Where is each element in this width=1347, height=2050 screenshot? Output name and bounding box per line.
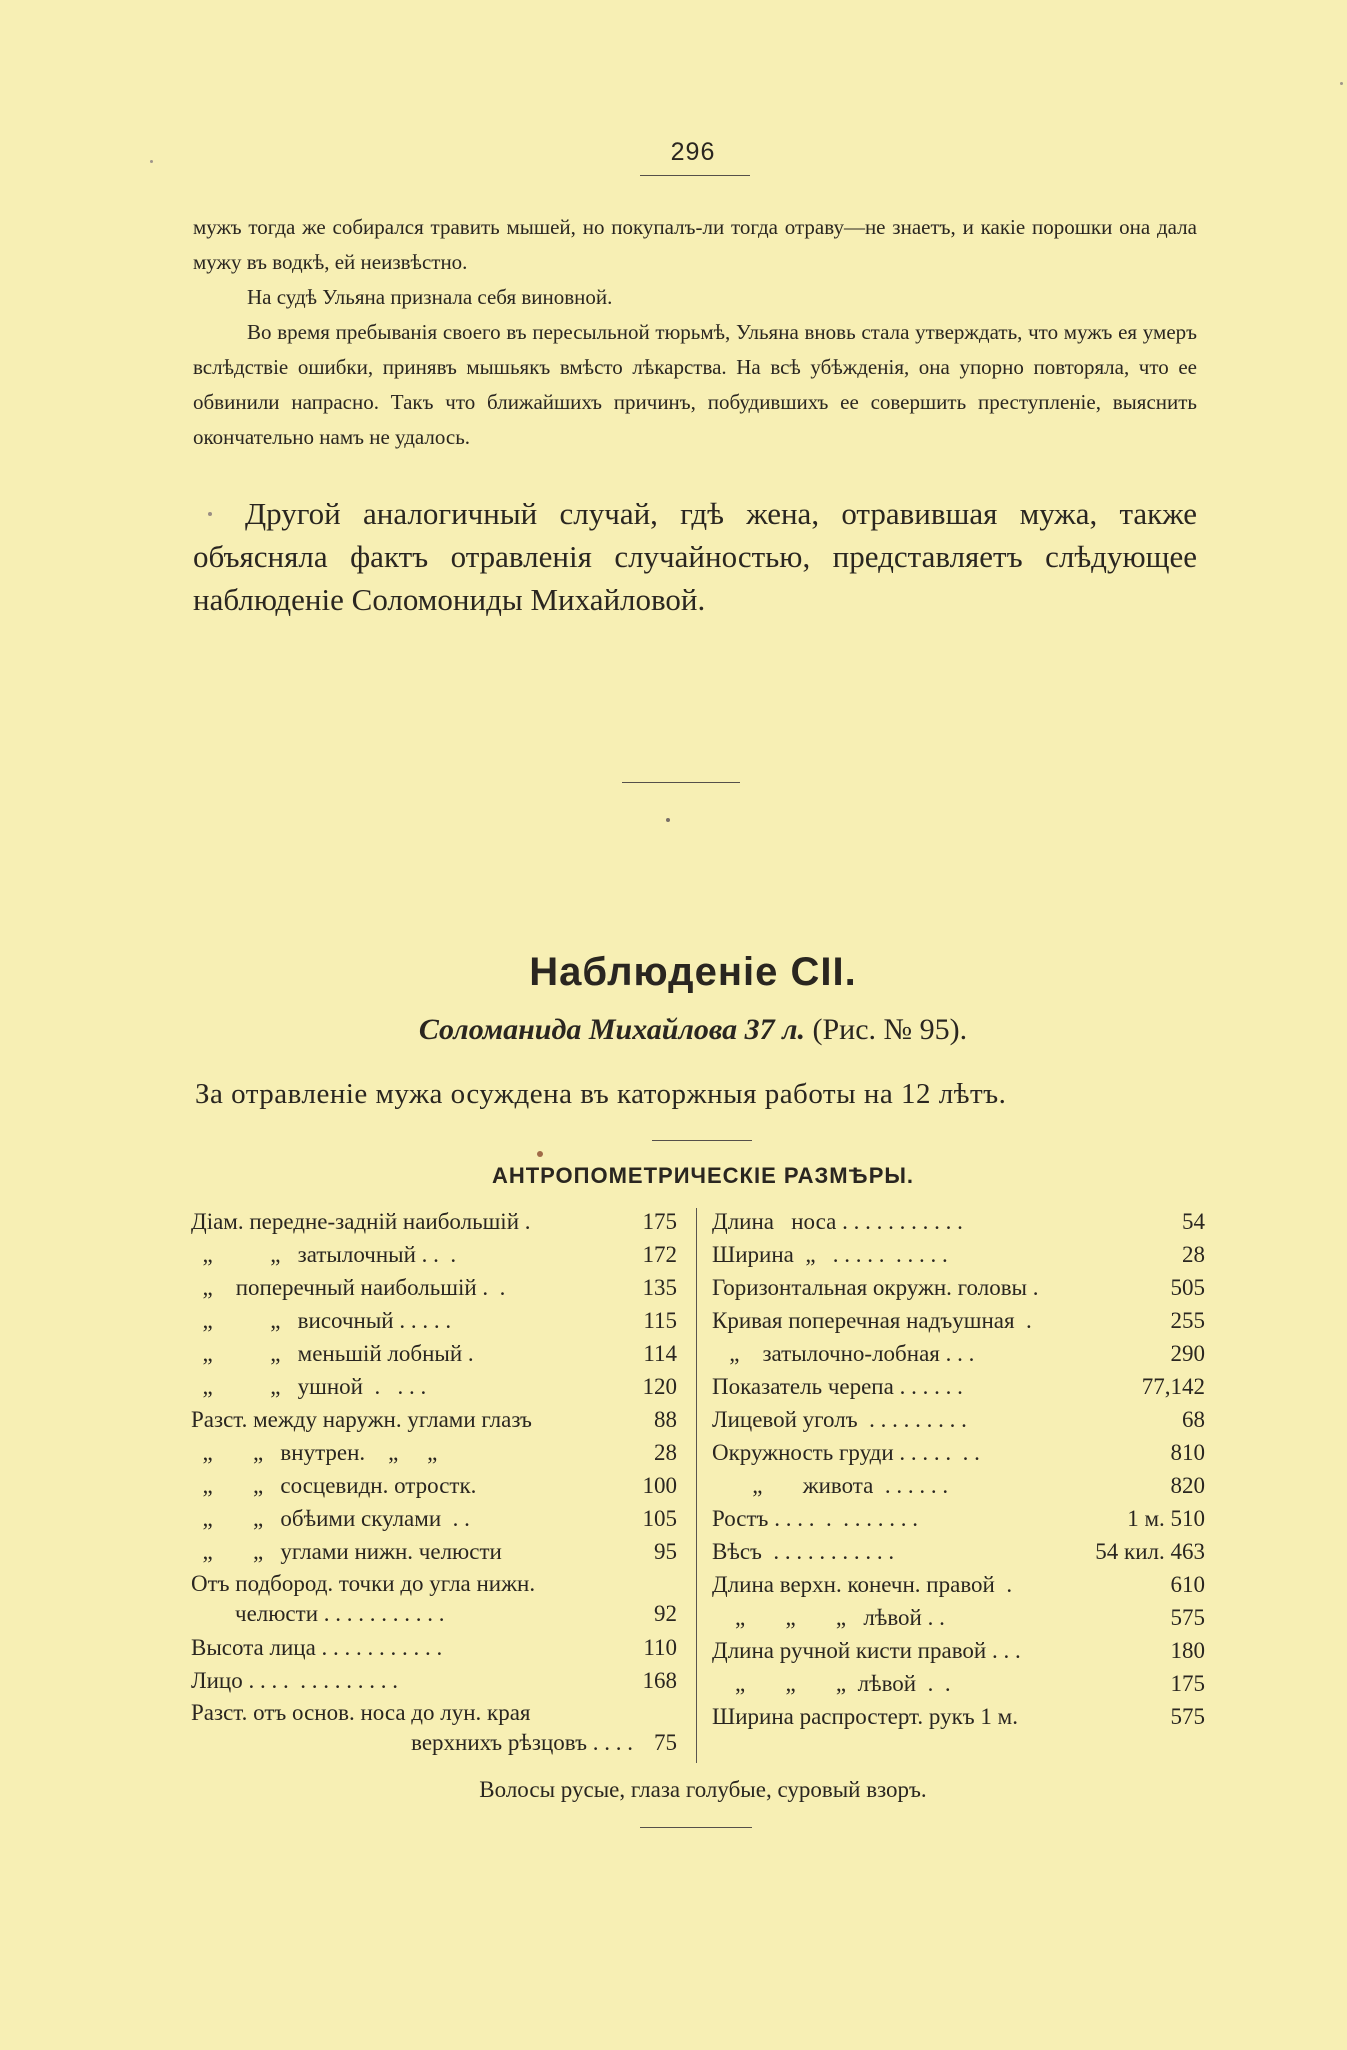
- measurement-row: Лицевой уголъ . . . . . . . . . 68: [712, 1407, 1205, 1432]
- paragraph-another-case: Другой аналогичный случай, гдѣ жена, отравившая мужа, также объясняла фактъ отравленія случайностью, представляетъ слѣдующее наблюденіе Соломониды Михайловой.: [193, 496, 1197, 617]
- page-speck: [666, 818, 670, 822]
- measurement-row: Длина носа . . . . . . . . . . . 54: [712, 1209, 1205, 1234]
- measurement-row: „ „ ушной . . . . 120: [191, 1374, 677, 1399]
- measurements-right-column: [712, 1205, 1205, 1733]
- measurements-left-column: [191, 1205, 677, 1760]
- subject-name: Соломанида Михайлова 37 л.: [418, 1013, 805, 1046]
- page-number: 296: [670, 138, 716, 166]
- measurement-row: „ „ меньшiй лобный . 114: [191, 1341, 677, 1366]
- observation-title: Наблюденіе CII.: [529, 950, 857, 994]
- measurement-row: „ „ обѣими скулами . . 105: [191, 1506, 677, 1531]
- measurement-row: „ „ височный . . . . . 115: [191, 1308, 677, 1333]
- measurement-row: „ живота . . . . . . 820: [712, 1473, 1205, 1498]
- measurement-row: Длина верхн. конечн. правой . 610: [712, 1572, 1205, 1597]
- measurement-row: Лицо . . . . . . . . . . . . . 168: [191, 1668, 677, 1693]
- measurement-row: Разст. между наружн. углами глазъ 88: [191, 1407, 677, 1432]
- section-divider: [622, 782, 740, 783]
- description-line: Волосы русые, глаза голубые, суровый взоръ.: [479, 1777, 927, 1802]
- measurement-row: Діам. передне-заднiй наибольшiй . 175: [191, 1209, 677, 1234]
- measurement-row: „ „ внутрен. „ „ 28: [191, 1440, 677, 1465]
- sentence-divider: [652, 1140, 752, 1141]
- paragraph-prison: Во время пребыванія своего въ пересыльной тюрьмѣ, Ульяна вновь стала утверждать, что мужъ ея умеръ вслѣдствіе ошибки, принявъ мышьякъ вмѣсто лѣкарства. На всѣ убѣжденія, она упорно повторяла, что ее обвинили напрасно. Такъ что ближайшихъ причинъ, побудившихъ ее совершить преступленіе, выяснить окончательно намъ не удалось.: [193, 320, 1197, 449]
- measurement-row: „ „ затылочный . . . 172: [191, 1242, 677, 1267]
- measurement-row: „ поперечный наибольшiй . . 135: [191, 1275, 677, 1300]
- table-column-divider: [696, 1208, 697, 1763]
- measurement-row: „ „ „ лѣвой . . 175: [712, 1671, 1205, 1696]
- page-number-rule: [640, 175, 750, 176]
- paragraph-continuation: мужъ тогда же собирался травить мышей, но покупалъ-ли тогда отраву—не знаетъ, и какіе порошки она дала мужу въ водкѣ, ей неизвѣстно.: [193, 215, 1197, 274]
- measurement-row: Ширина распростерт. рукъ 1 м. 575: [712, 1704, 1205, 1729]
- paragraph-verdict: На судѣ Ульяна признала себя виновной.: [247, 285, 613, 309]
- measurement-row: Показатель черепа . . . . . . 77,142: [712, 1374, 1205, 1399]
- figure-reference: (Рис. № 95).: [812, 1013, 968, 1046]
- measurement-row: „ „ углами нижн. челюсти 95: [191, 1539, 677, 1564]
- table-title-marker: [537, 1151, 543, 1157]
- measurement-row-wrapped: Отъ подбород. точки до угла нижн. челюсти . . . . . . . . . . . 92: [191, 1571, 677, 1626]
- bottom-divider: [640, 1827, 752, 1828]
- measurement-row-wrapped: Разст. отъ основ. носа до лун. края верхнихъ рѣзцовъ . . . . 75: [191, 1700, 677, 1755]
- measurement-row: Ростъ . . . . . . . . . . . . 1 м. 510: [712, 1506, 1205, 1531]
- page-speck: [208, 512, 212, 516]
- measurement-row: Кривая поперечная надъушная . 255: [712, 1308, 1205, 1333]
- measurement-row: Горизонтальная окружн. головы . 505: [712, 1275, 1205, 1300]
- measurement-row: Ширина „ . . . . . . . . . . 28: [712, 1242, 1205, 1267]
- measurement-row: Окружность груди . . . . . . . 810: [712, 1440, 1205, 1465]
- page-speck: [150, 160, 153, 163]
- large-paragraph: [193, 492, 1197, 621]
- measurement-row: „ затылочно-лобная . . . 290: [712, 1341, 1205, 1366]
- sentence-line: За отравленіе мужа осуждена въ каторжныя работы на 12 лѣтъ.: [195, 1078, 1007, 1110]
- measurement-row: Длина ручной кисти правой . . . 180: [712, 1638, 1205, 1663]
- subject-line: [0, 1013, 1347, 1047]
- measurement-row: Высота лица . . . . . . . . . . . 110: [191, 1635, 677, 1660]
- top-text-block: [193, 210, 1197, 455]
- measurement-row: „ „ сосцевидн. отростк. 100: [191, 1473, 677, 1498]
- measurement-row: Вѣсъ . . . . . . . . . . . 54 кил. 463: [712, 1539, 1205, 1564]
- page-speck: [1340, 82, 1343, 85]
- measurement-row: „ „ „ лѣвой . . 575: [712, 1605, 1205, 1630]
- table-title: АНТРОПОМЕТРИЧЕСКІЕ РАЗМѢРЫ.: [491, 1163, 915, 1188]
